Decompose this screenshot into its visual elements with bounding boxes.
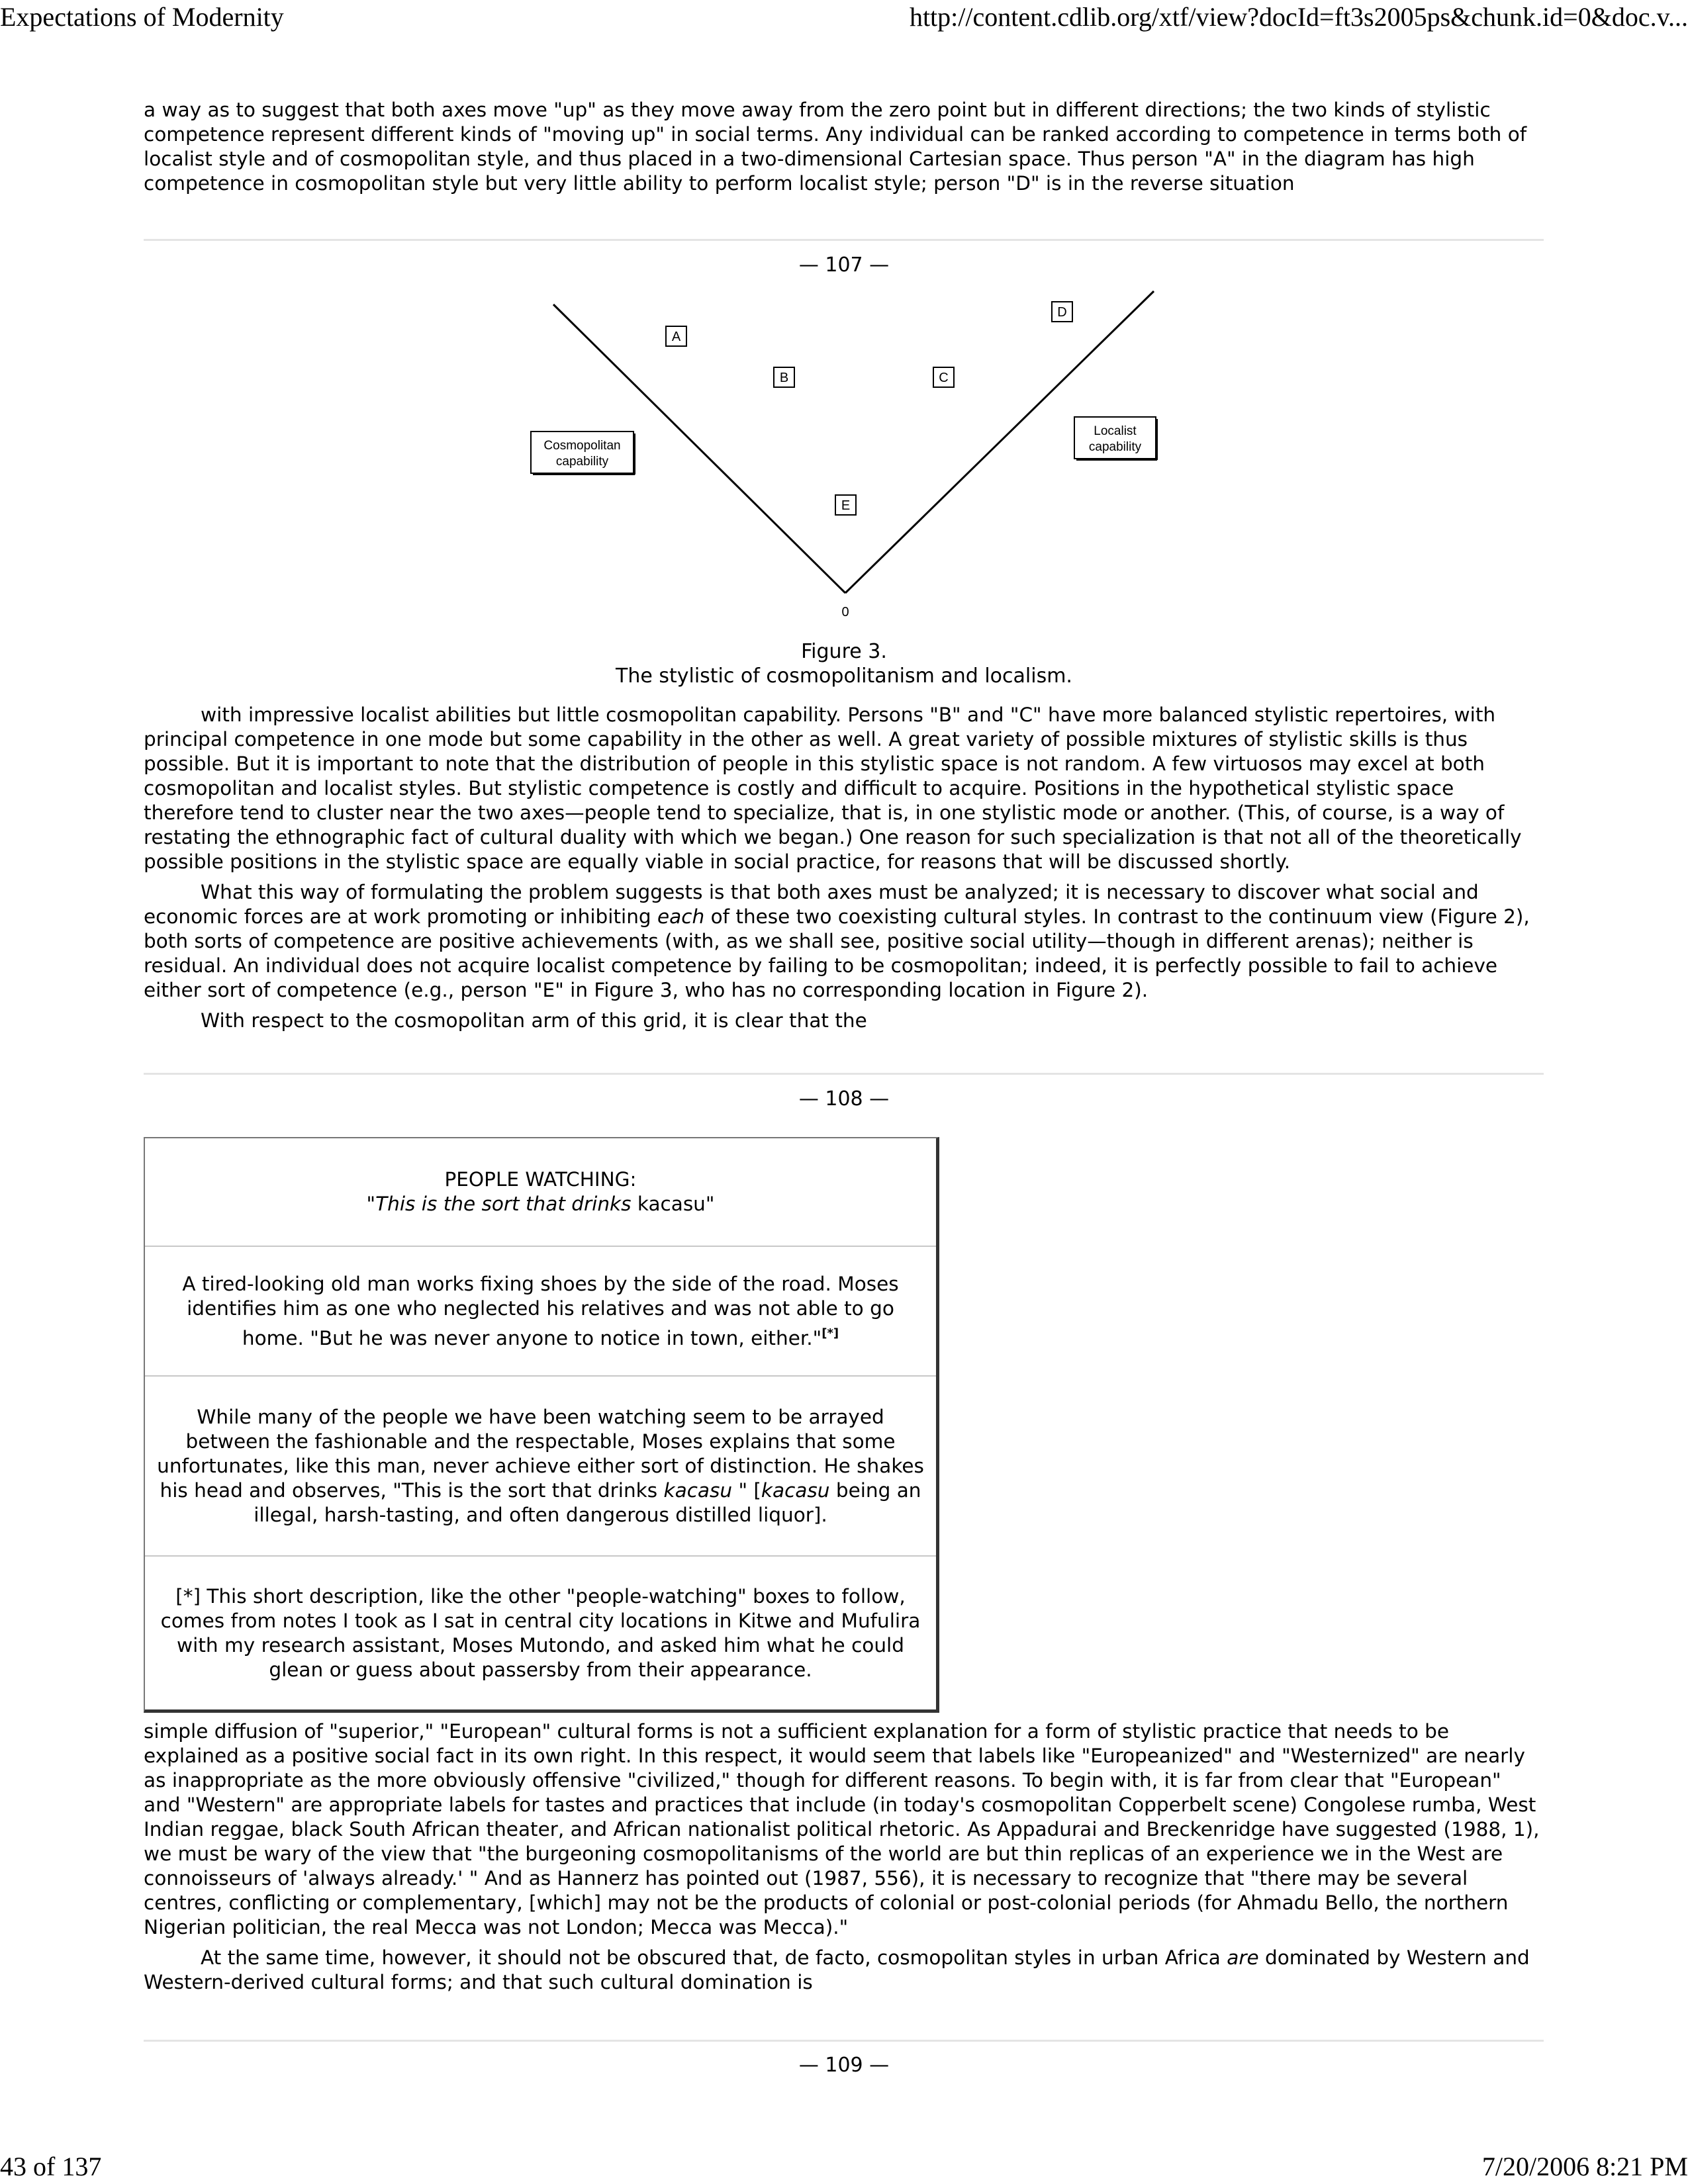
box-footnote-text: [*] This short description, like the other "people-watching" boxes to follow, comes from notes I took as I sat in central city locations in Kitwe and Mufulira with my research assistant, Moses Mutondo, and asked him what he could glean or guess about passersby from their appearance. [160, 1584, 921, 1681]
figure-caption-title: The stylistic of cosmopolitanism and localism. [616, 664, 1072, 688]
box-para2-kacasu: kacasu [663, 1479, 733, 1502]
bottom-text [144, 1719, 1544, 1995]
page-number-108: — 108 — [798, 1087, 890, 1111]
person-b-label: B [779, 371, 789, 385]
footnote-marker[interactable]: [*] [821, 1326, 839, 1340]
figure-3 [516, 285, 1172, 631]
print-footer-timestamp: 7/20/2006 8:21 PM [1481, 2152, 1688, 2181]
box-heading-cell [145, 1138, 936, 1247]
box-para2-a: While many of the people we have been watching seem to be arrayed between the fashionable and the respectable, Moses explains that some unfortunates, like this man, never achieve either sort of distinction. He shakes his head and observes, "This is the sort that drinks [157, 1405, 924, 1502]
page-number-107: — 107 — [798, 253, 890, 277]
person-e-label: E [841, 498, 851, 513]
box-paragraph-2 [145, 1377, 936, 1557]
cosmopolitan-label-line1: Cosmopolitan [543, 439, 621, 453]
print-header-title: Expectations of Modernity [0, 2, 284, 32]
person-c-label: C [939, 371, 949, 385]
paragraph-cosmopolitan-arm: With respect to the cosmopolitan arm of this grid, it is clear that the [201, 1009, 867, 1032]
mid-text [144, 703, 1544, 1033]
paragraph-both-axes-a: What this way of formulating the problem suggests is that both axes must be analyzed; it is necessary to discover what social and economic forces are at work promoting or inhibiting [144, 881, 1479, 928]
person-b-marker [774, 367, 794, 387]
quote-close: " [705, 1193, 715, 1215]
person-a-label: A [671, 330, 681, 344]
paragraph-same-time-a: At the same time, however, it should not be obscured that, de facto, cosmopolitan styles in urban Africa [201, 1946, 1221, 1969]
paragraph-both-axes-b: of these two coexisting cultural styles. In contrast to the continuum view (Figure 2), both sorts of competence are positive achievements (with, as we shall see, positive social utility—though in different arenas); neither is residual. An individual does not acquire localist competence by failing to be cosmopolitan; indeed, it is perfectly possible to fail to achieve either sort of competence (e.g., person "E" in Figure 3, who has no corresponding location in Figure 2). [144, 905, 1530, 1001]
box-para2-c: being an illegal, harsh-tasting, and often dangerous distilled liquor]. [254, 1479, 921, 1526]
page-number-109: — 109 — [798, 2054, 890, 2077]
page-divider [144, 239, 1544, 241]
person-e-marker [835, 495, 856, 515]
emphasis-are: are [1227, 1946, 1259, 1969]
page-divider [144, 2040, 1544, 2042]
paragraph-same-time [144, 1946, 1544, 1995]
box-para2-kacasu-2: kacasu [761, 1479, 830, 1502]
paragraph-same-time-b: dominated by Western and Western-derived cultural forms; and that such cultural domination is [144, 1946, 1530, 1993]
figure-caption-number: Figure 3. [801, 640, 887, 663]
box-subheading [154, 1192, 927, 1216]
top-paragraph [144, 98, 1544, 196]
page-divider [144, 1073, 1544, 1075]
box-heading: PEOPLE WATCHING: [444, 1168, 637, 1191]
person-c-marker [933, 367, 954, 387]
person-d-label: D [1057, 305, 1067, 320]
print-footer-page-count: 43 of 137 [0, 2152, 102, 2181]
box-subheading-italic: This is the sort that drinks [375, 1193, 632, 1215]
cosmopolitan-label-line2: capability [555, 455, 609, 469]
origin-label: 0 [841, 605, 849, 619]
localist-label-line1: Localist [1094, 424, 1137, 438]
localist-label-line2: capability [1088, 440, 1142, 454]
figure-caption [0, 639, 1688, 688]
box-para2-b: " [ [738, 1479, 761, 1502]
box-para1-text: A tired-looking old man works fixing shoes by the side of the road. Moses identifies him as one who neglected his relatives and was not able to go home. "But he was never anyone to notice in town, either." [182, 1272, 899, 1349]
box-footnote [145, 1557, 936, 1709]
paragraph-continuation-2: with impressive localist abilities but little cosmopolitan capability. Persons "B" and "C" have more balanced stylistic repertoires, with principal competence in one mode but some capability in the other as well. A great variety of possible mixtures of stylistic skills is thus possible. But it is important to note that the distribution of people in this stylistic space is not random. A few virtuosos may excel at both cosmopolitan and localist styles. But stylistic competence is costly and difficult to acquire. Positions in the hypothetical stylistic space therefore tend to cluster near the two axes—people tend to specialize, that is, in one stylistic mode or another. (This, of course, is a way of restating the ethnographic fact of cultural duality with which we began.) One reason for such specialization is that not all of the theoretically possible positions in the stylistic space are equally viable in social practice, for reasons that will be discussed shortly. [144, 704, 1522, 873]
paragraph-continuation: a way as to suggest that both axes move "up" as they move away from the zero point but in different directions; the two kinds of stylistic competence represent different kinds of "moving up" in social terms. Any individual can be ranked according to competence in terms both of localist style and of cosmopolitan style, and thus placed in a two-dimensional Cartesian space. Thus person "A" in the diagram has high competence in cosmopolitan style but very little ability to perform localist style; person "D" is in the reverse situation [144, 99, 1527, 195]
print-header-url: http://content.cdlib.org/xtf/view?docId=ft3s2005ps&chunk.id=0&doc.v... [909, 2, 1688, 32]
localist-capability-label [1074, 417, 1157, 460]
people-watching-box [144, 1137, 939, 1713]
quote-open: " [366, 1193, 376, 1215]
cosmopolitan-capability-label [531, 432, 635, 475]
emphasis-each: each [657, 905, 705, 928]
paragraph-both-axes [144, 880, 1544, 1003]
person-d-marker [1052, 302, 1072, 322]
paragraph-diffusion: simple diffusion of "superior," "European" cultural forms is not a sufficient explanation for a form of stylistic practice that needs to be explained as a positive social fact in its own right. In this respect, it would seem that labels like "Europeanized" and "Westernized" are nearly as inappropriate as the more obviously offensive "civilized," though for different reasons. To begin with, it is far from clear that "European" and "Western" are appropriate labels for tastes and practices that include (in today's cosmopolitan Copperbelt scene) Congolese rumba, West Indian reggae, black South African theater, and African nationalist political rhetoric. As Appadurai and Breckenridge have suggested (1988, 1), we must be wary of the view that "the burgeoning cosmopolitanisms of the world are but thin replicas of an experience we in the West are connoisseurs of 'always already.' " And as Hannerz has pointed out (1987, 556), it is necessary to recognize that "there may be several centres, conflicting or complementary, [which] may not be the products of colonial or post-colonial periods (for Ahmadu Bello, the northern Nigerian politician, the real Mecca was not London; Mecca was Mecca)." [144, 1720, 1540, 1938]
box-subheading-word: kacasu [637, 1193, 706, 1215]
person-a-marker [666, 326, 686, 346]
box-paragraph-1 [145, 1247, 936, 1377]
figure-3-diagram [516, 285, 1172, 629]
